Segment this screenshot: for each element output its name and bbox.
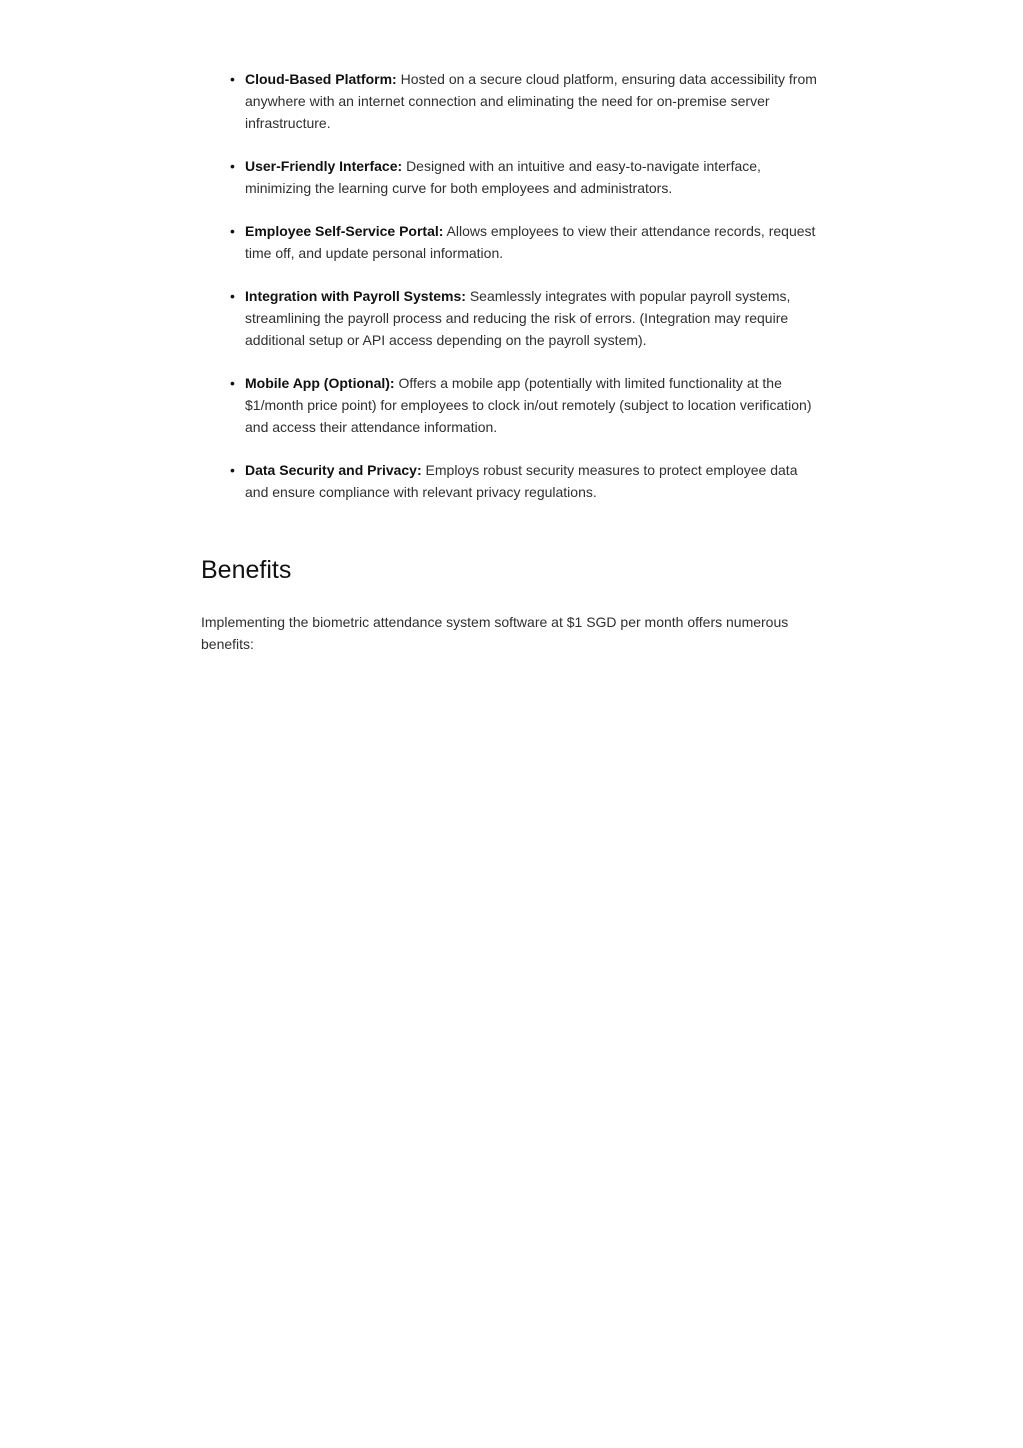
benefits-intro-paragraph: Implementing the biometric attendance system software at $1 SGD per month offers numerous benefits: [201,614,789,652]
feature-item-user-friendly-interface [230,155,823,199]
feature-description: Designed with an intuitive and easy-to-navigate interface, minimizing the learning curve for both employees and administrators. [245,158,761,196]
benefits-heading: Benefits [201,556,292,584]
feature-term: Data Security and Privacy: [245,462,422,478]
bullet-icon: • [230,71,235,87]
feature-item-mobile-app [230,372,823,438]
feature-term: Cloud-Based Platform: [245,71,397,87]
feature-term: Employee Self-Service Portal: [245,223,444,239]
feature-description: Offers a mobile app (potentially with limited functionality at the $1/month price point) for employees to clock in/out remotely (subject to location verification) and access their attendance information. [245,375,812,435]
bullet-icon: • [230,375,235,391]
document-page [201,68,823,655]
feature-description: Seamlessly integrates with popular payroll systems, streamlining the payroll process and reducing the risk of errors. (Integration may require additional setup or API access depending on the payroll system). [245,288,791,348]
feature-description: Employs robust security measures to protect employee data and ensure compliance with relevant privacy regulations. [245,462,798,500]
feature-list [201,68,823,503]
bullet-icon: • [230,462,235,478]
bullet-icon: • [230,223,235,239]
feature-item-self-service-portal [230,220,823,264]
feature-description: Hosted on a secure cloud platform, ensuring data accessibility from anywhere with an internet connection and eliminating the need for on-premise server infrastructure. [245,71,817,131]
bullet-icon: • [230,288,235,304]
feature-item-payroll-integration [230,285,823,351]
bullet-icon: • [230,158,235,174]
feature-item-data-security [230,459,823,503]
feature-description: Allows employees to view their attendance records, request time off, and update personal information. [245,223,816,261]
feature-item-cloud-platform [230,68,823,134]
feature-term: User-Friendly Interface: [245,158,403,174]
feature-term: Integration with Payroll Systems: [245,288,466,304]
feature-term: Mobile App (Optional): [245,375,395,391]
